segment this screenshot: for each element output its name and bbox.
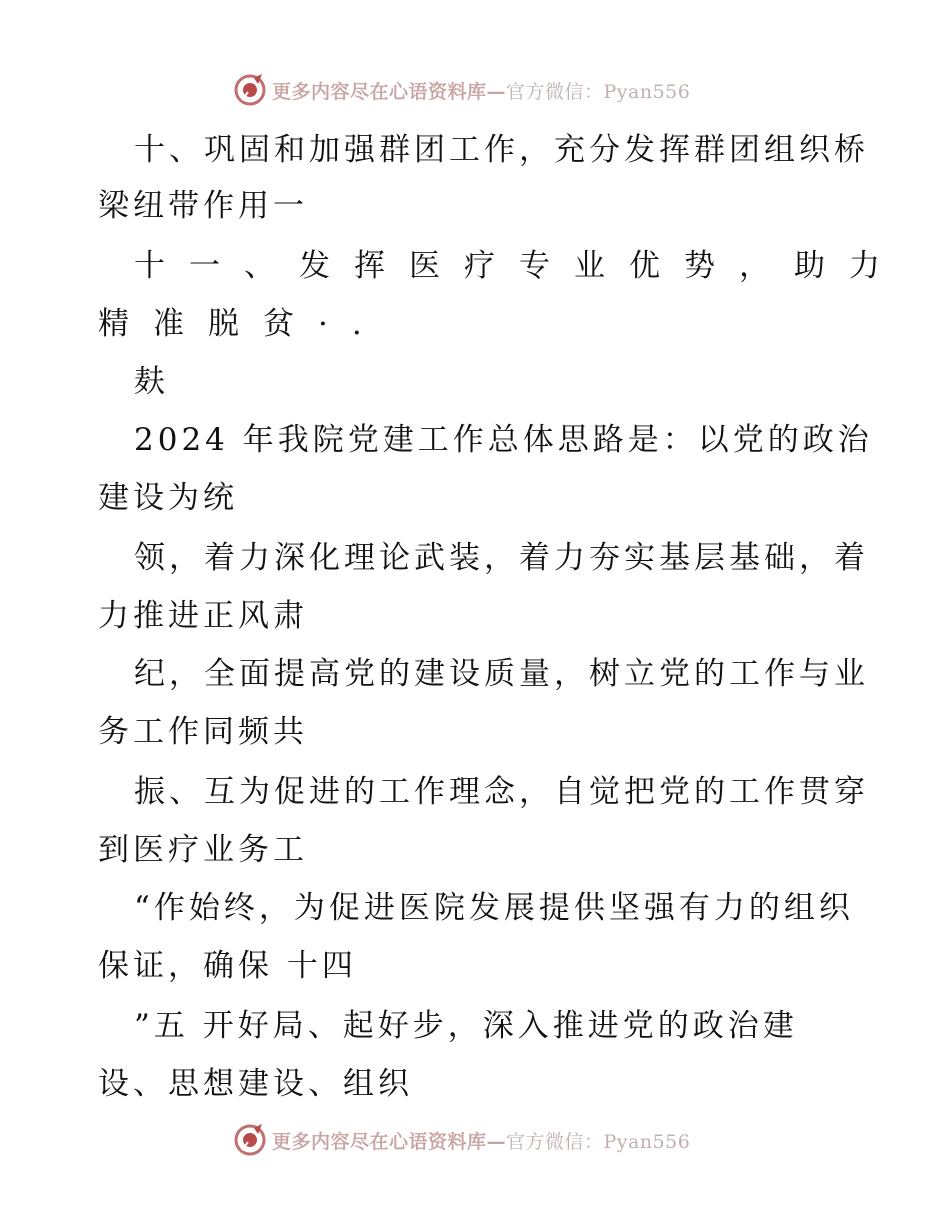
text-line-2: 梁纽带作用一 [98,188,308,224]
banner-wechat-text: 官方微信：Pyan556 [506,80,691,103]
text-line-3: 十一、发挥医疗专业优势，助力 [134,248,904,284]
text-line-6: 2024 年我院党建工作总体思路是：以党的政治 [134,422,873,458]
text-line-4: 精准脱贫·. [98,306,386,342]
quill-logo-icon [232,1122,268,1158]
header-watermark [232,70,752,110]
quill-logo-icon [232,72,268,108]
text-line-7: 建设为统 [98,480,238,516]
text-line-14: “作始终，为促进医院发展提供坚强有力的组织 [134,890,854,926]
footer-watermark [232,1120,752,1160]
text-line-15: 保证，确保 十四 [98,948,357,984]
text-line-9: 力推进正风肃 [98,598,308,634]
banner-dash: — [486,1130,507,1153]
banner-dash: — [486,80,507,103]
banner-site-text: 更多内容尽在心语资料库 [272,1130,487,1153]
text-line-1: 十、巩固和加强群团工作，充分发挥群团组织桥 [134,132,869,168]
text-line-17: 设、思想建设、组织 [98,1066,413,1102]
text-line-12: 振、互为促进的工作理念，自觉把党的工作贯穿 [134,774,869,810]
text-line-16: ”五 开好局、起好步，深入推进党的政治建 [134,1008,798,1044]
text-line-8: 领，着力深化理论武装，着力夯实基层基础，着 [134,540,869,576]
banner-site-text: 更多内容尽在心语资料库 [272,80,487,103]
text-line-5: 麸 [134,364,169,400]
text-line-11: 务工作同频共 [98,714,308,750]
banner-wechat-text: 官方微信：Pyan556 [506,1130,691,1153]
text-line-13: 到医疗业务工 [98,832,308,868]
text-line-10: 纪，全面提高党的建设质量，树立党的工作与业 [134,656,869,692]
